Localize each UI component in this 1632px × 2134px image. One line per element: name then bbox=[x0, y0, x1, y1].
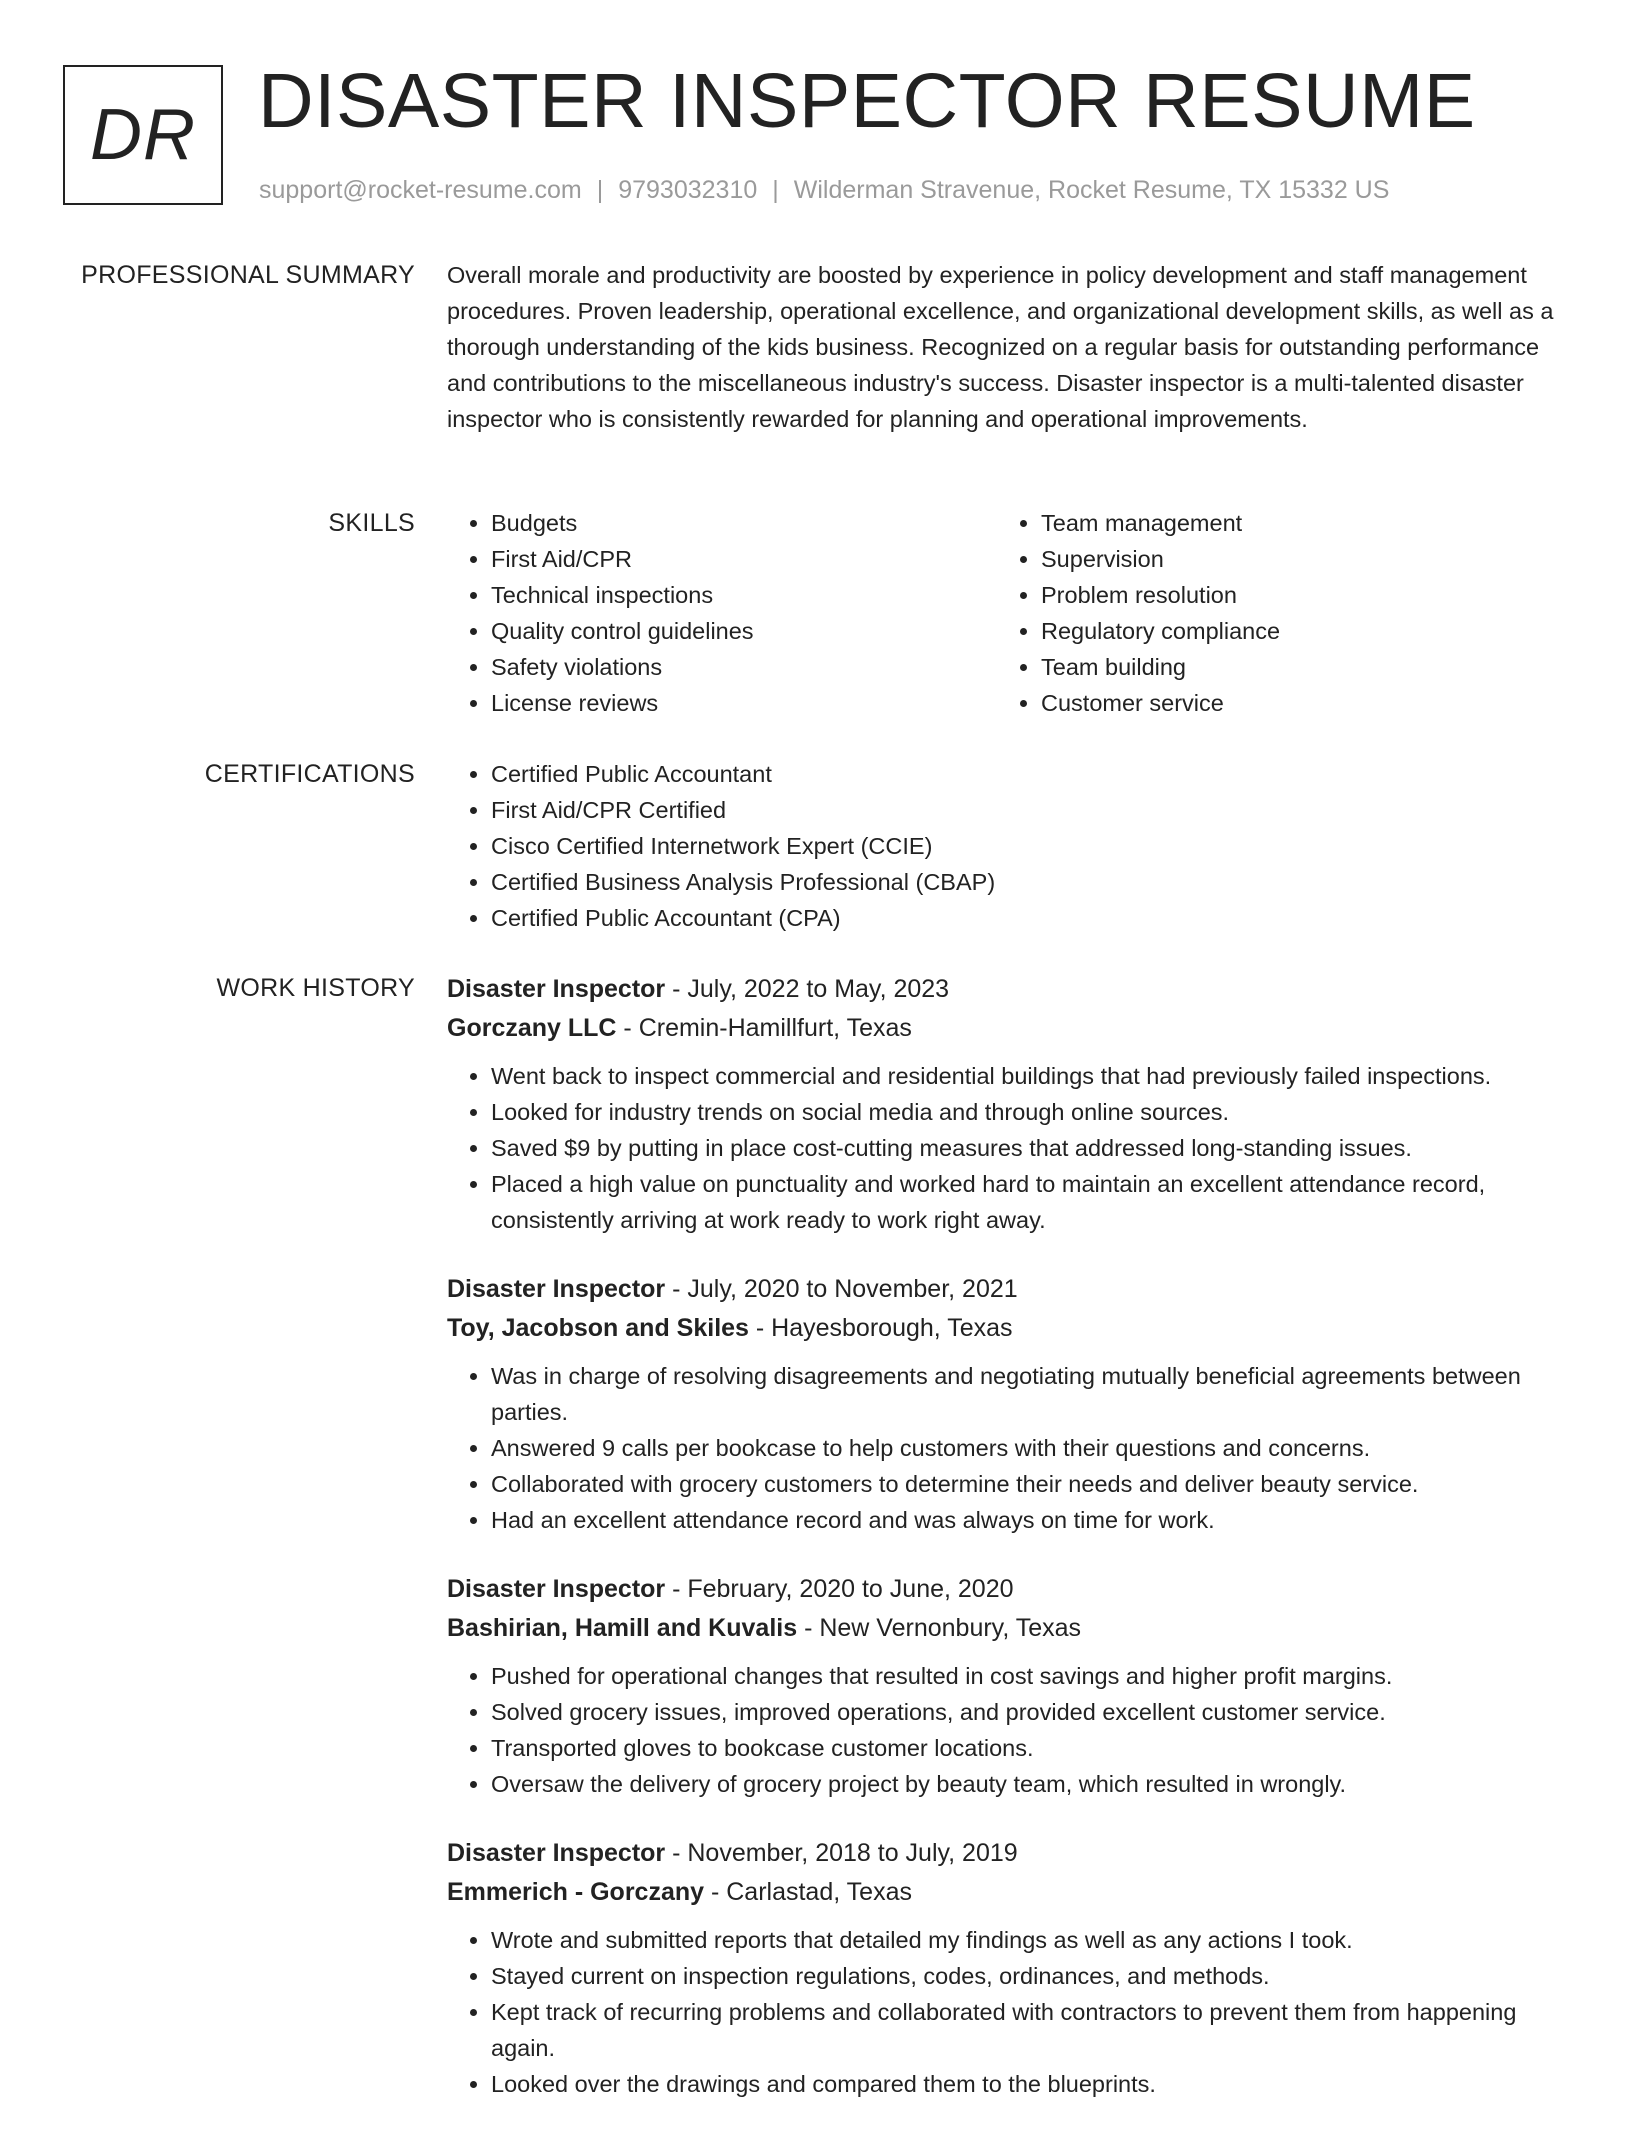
list-item: • Cisco Certified Internetwork Expert (CCIE) bbox=[491, 828, 1572, 864]
job-entry bbox=[447, 1570, 1572, 1802]
page-title: DISASTER INSPECTOR RESUME bbox=[258, 58, 1476, 144]
contact-separator: | bbox=[596, 176, 604, 204]
list-item: • Was in charge of resolving disagreements and negotiating mutually beneficial agreements between parties. bbox=[491, 1358, 1572, 1430]
list-item: • Technical inspections bbox=[491, 577, 997, 613]
job-location: - Carlastad, Texas bbox=[704, 1878, 912, 1906]
certifications-list bbox=[447, 756, 1572, 936]
contact-phone[interactable]: 9793032310 bbox=[618, 176, 758, 204]
job-title-line bbox=[447, 1834, 1572, 1873]
certifications-heading: CERTIFICATIONS bbox=[204, 760, 415, 788]
job-company-line bbox=[447, 1309, 1572, 1348]
list-item: • License reviews bbox=[491, 685, 997, 721]
skills-list-left bbox=[447, 505, 997, 721]
list-item: • Problem resolution bbox=[1041, 577, 1547, 613]
job-title-line bbox=[447, 1270, 1572, 1309]
list-item: • First Aid/CPR Certified bbox=[491, 792, 1572, 828]
job-dates: - July, 2022 to May, 2023 bbox=[665, 975, 950, 1003]
list-item: • Quality control guidelines bbox=[491, 613, 997, 649]
list-item: • Certified Public Accountant bbox=[491, 756, 1572, 792]
summary-heading: PROFESSIONAL SUMMARY bbox=[81, 261, 415, 289]
list-item: • Transported gloves to bookcase customer locations. bbox=[491, 1730, 1572, 1766]
job-entry bbox=[447, 970, 1572, 1238]
list-item: • Wrote and submitted reports that detailed my findings as well as any actions I took. bbox=[491, 1922, 1572, 1958]
job-dates: - July, 2020 to November, 2021 bbox=[665, 1275, 1018, 1303]
skills-content bbox=[447, 505, 1572, 721]
job-dates: - February, 2020 to June, 2020 bbox=[665, 1575, 1014, 1603]
list-item: • Budgets bbox=[491, 505, 997, 541]
skills-column-left bbox=[447, 505, 997, 721]
job-title-line bbox=[447, 970, 1572, 1009]
job-title: Disaster Inspector bbox=[447, 1839, 666, 1867]
list-item: • Saved $9 by putting in place cost-cutting measures that addressed long-standing issues. bbox=[491, 1130, 1572, 1166]
job-company: Bashirian, Hamill and Kuvalis bbox=[447, 1614, 798, 1642]
job-bullets bbox=[447, 1358, 1572, 1538]
job-location: - Cremin-Hamillfurt, Texas bbox=[616, 1014, 912, 1042]
job-company: Toy, Jacobson and Skiles bbox=[447, 1314, 749, 1342]
contact-separator: | bbox=[772, 176, 779, 204]
skills-column-right bbox=[997, 505, 1547, 721]
list-item: • Certified Public Accountant (CPA) bbox=[491, 900, 1572, 936]
job-entry bbox=[447, 1270, 1572, 1538]
list-item: • Regulatory compliance bbox=[1041, 613, 1547, 649]
list-item: • Answered 9 calls per bookcase to help customers with their questions and concerns. bbox=[491, 1430, 1572, 1466]
list-item: • Had an excellent attendance record and was always on time for work. bbox=[491, 1502, 1572, 1538]
list-item: • Safety violations bbox=[491, 649, 997, 685]
job-company-line bbox=[447, 1609, 1572, 1648]
work-history-heading: WORK HISTORY bbox=[216, 974, 415, 1002]
list-item: • Placed a high value on punctuality and worked hard to maintain an excellent attendance record, consistently arriving at work ready to work right away. bbox=[491, 1166, 1572, 1238]
job-company-line bbox=[447, 1873, 1572, 1912]
summary-text: Overall morale and productivity are boosted by experience in policy development and staff management procedures. Proven leadership, operational excellence, and organizational development skills, as well as a thorough understanding of the kids business. Recognized on a regular basis for outstanding performance and contributions to the miscellaneous industry's success. Disaster inspector is a multi-talented disaster inspector who is consistently rewarded for planning and operational improvements. bbox=[447, 262, 1554, 432]
job-title: Disaster Inspector bbox=[447, 1275, 666, 1303]
list-item: • Pushed for operational changes that resulted in cost savings and higher profit margins. bbox=[491, 1658, 1572, 1694]
skills-list-right bbox=[997, 505, 1547, 721]
job-company: Gorczany LLC bbox=[447, 1014, 617, 1042]
summary-content bbox=[447, 257, 1572, 437]
job-title: Disaster Inspector bbox=[447, 975, 666, 1003]
certifications-content bbox=[447, 756, 1572, 936]
list-item: • First Aid/CPR bbox=[491, 541, 997, 577]
list-item: • Looked over the drawings and compared them to the blueprints. bbox=[491, 2066, 1572, 2102]
job-dates: - November, 2018 to July, 2019 bbox=[665, 1839, 1018, 1867]
list-item: • Solved grocery issues, improved operations, and provided excellent customer service. bbox=[491, 1694, 1572, 1730]
list-item: • Collaborated with grocery customers to determine their needs and deliver beauty service. bbox=[491, 1466, 1572, 1502]
work-history-content bbox=[447, 970, 1572, 2134]
list-item: • Team building bbox=[1041, 649, 1547, 685]
job-location: - Hayesborough, Texas bbox=[748, 1314, 1013, 1342]
monogram-logo: DR bbox=[63, 65, 223, 205]
job-company: Emmerich - Gorczany bbox=[447, 1878, 705, 1906]
list-item: • Looked for industry trends on social media and through online sources. bbox=[491, 1094, 1572, 1130]
job-entry bbox=[447, 1834, 1572, 2102]
job-title-line bbox=[447, 1570, 1572, 1609]
job-bullets bbox=[447, 1058, 1572, 1238]
job-bullets bbox=[447, 1658, 1572, 1802]
list-item: • Certified Business Analysis Professional (CBAP) bbox=[491, 864, 1572, 900]
job-location: - New Vernonbury, Texas bbox=[797, 1614, 1082, 1642]
list-item: • Customer service bbox=[1041, 685, 1547, 721]
contact-address: Wilderman Stravenue, Rocket Resume, TX 15332 US bbox=[793, 176, 1390, 204]
skills-heading: SKILLS bbox=[328, 509, 415, 537]
list-item: • Oversaw the delivery of grocery project by beauty team, which resulted in wrongly. bbox=[491, 1766, 1572, 1802]
list-item: • Kept track of recurring problems and collaborated with contractors to prevent them from happening again. bbox=[491, 1994, 1572, 2066]
list-item: • Went back to inspect commercial and residential buildings that had previously failed inspections. bbox=[491, 1058, 1572, 1094]
job-title: Disaster Inspector bbox=[447, 1575, 666, 1603]
job-company-line bbox=[447, 1009, 1572, 1048]
list-item: • Supervision bbox=[1041, 541, 1547, 577]
job-bullets bbox=[447, 1922, 1572, 2102]
contact-email[interactable]: support@rocket-resume.com bbox=[259, 176, 582, 204]
list-item: • Stayed current on inspection regulations, codes, ordinances, and methods. bbox=[491, 1958, 1572, 1994]
contact-line bbox=[259, 176, 1389, 205]
list-item: • Team management bbox=[1041, 505, 1547, 541]
